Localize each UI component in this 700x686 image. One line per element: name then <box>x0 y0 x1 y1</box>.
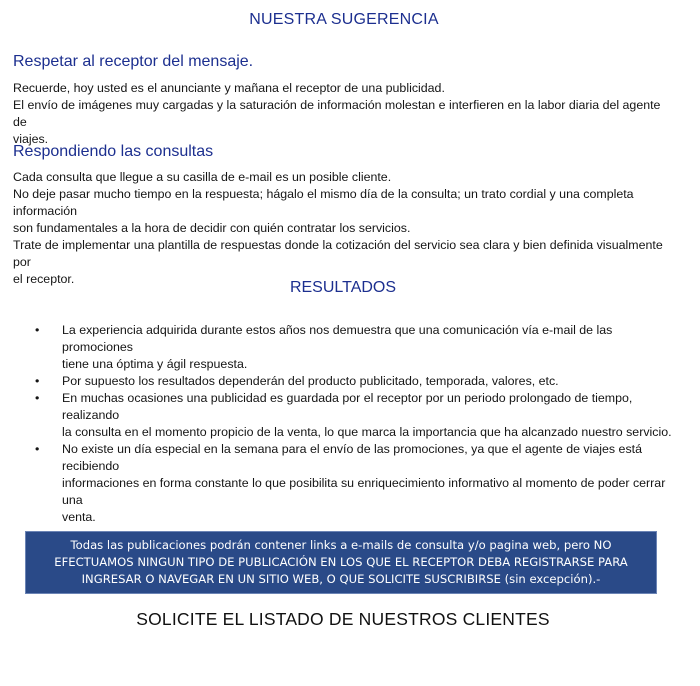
paragraph-line: Recuerde, hoy usted es el anunciante y mañana el receptor de una publicidad. <box>13 81 445 95</box>
paragraph-line: el receptor. <box>13 272 75 286</box>
notice-line: INGRESAR O NAVEGAR EN UN SITIO WEB, O QUE SOLICITE SUSCRIBIRSE (sin excepción).- <box>81 572 601 586</box>
list-item-line: En muchas ocasiones una publicidad es guardada por el receptor por un periodo prolongado de tiempo, realizando <box>62 391 633 422</box>
results-title: RESULTADOS <box>289 279 397 296</box>
notice-line: Todas las publicaciones podrán contener links a e-mails de consulta y/o pagina web, pero NO <box>70 538 612 552</box>
list-item <box>35 441 675 526</box>
paragraph-line: No deje pasar mucho tiempo en la respuesta; hágalo el mismo día de la consulta; un trato cordial y una completa información <box>13 187 634 218</box>
list-item-line: No existe un día especial en la semana para el envío de las promociones, ya que el agente de viajes está recibiendo <box>62 442 642 473</box>
bullet-icon: • <box>35 391 40 405</box>
section-title-respondiendo: Respondiendo las consultas <box>13 143 214 160</box>
section-body-respondiendo <box>13 169 673 288</box>
notice-box <box>25 531 657 594</box>
list-item <box>35 390 675 441</box>
section-body-respetar <box>13 80 673 148</box>
list-item <box>35 322 675 373</box>
list-item-line: la consulta en el momento propicio de la venta, lo que marca la importancia que ha alcanzado nuestro servicio. <box>62 425 672 439</box>
section-title-respetar: Respetar al receptor del mensaje. <box>13 53 254 70</box>
list-item-line: Por supuesto los resultados dependerán del producto publicitado, temporada, valores, etc. <box>62 374 559 388</box>
notice-line: EFECTUAMOS NINGUN TIPO DE PUBLICACIÓN EN LOS QUE EL RECEPTOR DEBA REGISTRARSE PARA <box>54 555 628 569</box>
list-item-line: La experiencia adquirida durante estos años nos demuestra que una comunicación vía e-mail de las promociones <box>62 323 613 354</box>
results-list <box>35 322 675 526</box>
list-item-line: venta. <box>62 510 96 524</box>
paragraph-line: viajes. <box>13 132 49 146</box>
list-item-line: informaciones en forma constante lo que posibilita su enriquecimiento informativo al momento de poder cerrar una <box>62 476 666 507</box>
list-item-line: tiene una óptima y ágil respuesta. <box>62 357 248 371</box>
paragraph-line: son fundamentales a la hora de decidir con quién contratar los servicios. <box>13 221 411 235</box>
paragraph-line: Cada consulta que llegue a su casilla de e-mail es un posible cliente. <box>13 170 392 184</box>
bullet-icon: • <box>35 374 40 388</box>
bullet-icon: • <box>35 323 40 337</box>
list-item <box>35 373 675 390</box>
footer-call-to-action: SOLICITE EL LISTADO DE NUESTROS CLIENTES <box>136 609 550 629</box>
paragraph-line: Trate de implementar una plantilla de respuestas donde la cotización del servicio sea clara y bien definida visualmente por <box>13 238 663 269</box>
bullet-icon: • <box>35 442 40 456</box>
paragraph-line: El envío de imágenes muy cargadas y la saturación de información molestan e interfieren en la labor diaria del agente de <box>13 98 661 129</box>
page-title: NUESTRA SUGERENCIA <box>249 11 439 28</box>
